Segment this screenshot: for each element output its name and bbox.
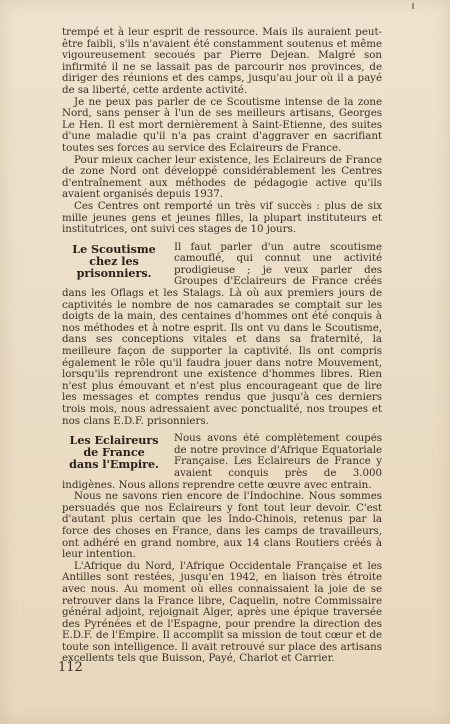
- paragraph: Il faut parler d'un autre scoutisme camouflé, qui connut une activité prodigieuse ; je veux parler des Groupes d'Eclaireurs de France créés dans les Oflags et les Stalags. Là où aux premiers jours de captivités le nombre de nos camarades se comptait sur les doigts de la main, des centaines d'hommes ont été conquis à nos méthodes et à notre esprit. Ils ont vu dans le Scoutisme, dans ses conceptions vitales et dans sa fraternité, la meilleure façon de supporter la captivité. Ils ont compris également le rôle qu'il faudra jouer dans notre Mouvement, lorsqu'ils reprendront une existence d'hommes libres. Rien n'est plus émouvant et n'est plus encourageant que de lire les messages et comptes rendus que jusqu'à ces derniers trois mois, nous adressaient avec ponctualité, nos troupes et nos clans E.D.F. prisonniers.: [62, 241, 382, 427]
- section-heading: [62, 434, 166, 470]
- heading-line: prisonniers.: [76, 265, 152, 280]
- section-prisoners: [62, 242, 382, 428]
- paragraph: L'Afrique du Nord, l'Afrique Occidentale Française et les Antilles sont restées, jusqu'en 1942, en liaison très étroite avec nous. Au moment où elles connaissaient la joie de se retrouver dans la France libre, Caquelin, notre Commissaire général adjoint, rejoignait Alger, après une épique traversée des Pyrénées et de l'Espagne, pour prendre la direction des E.D.F. de l'Empire. Il accomplit sa mission de tout cœur et de toute son intelligence. Il avait retrouvé sur place des artisans excellents tels que Buisson, Payé, Charlot et Carrier.: [62, 559, 382, 665]
- paragraph: Pour mieux cacher leur existence, les Eclaireurs de France de zone Nord ont développé considérablement les Centres d'entraînement aux méthodes de pédagogie active qu'ils avaient organisés depuis 1937.: [62, 153, 382, 201]
- section-empire: [62, 433, 382, 665]
- heading-line: chez les: [89, 253, 139, 268]
- page-mark: [412, 3, 414, 9]
- paragraph: Nous avons été complètement coupés de notre province d'Afrique Equatoriale Française. Les Eclaireurs de France y avaient conquis près de 3.000 indigènes. Nous allons reprendre cette œuvre avec entrain.: [62, 433, 382, 491]
- heading-line: Le Scoutisme: [72, 241, 156, 256]
- heading-line: de France: [83, 445, 145, 460]
- page-number: 112: [58, 660, 83, 675]
- page-text: [62, 27, 382, 665]
- paragraph: Nous ne savons rien encore de l'Indochine. Nous sommes persuadés que nos Eclaireurs y font tout leur devoir. C'est d'autant plus certain que les Indo-Chinois, retenus par la force des choses en France, dans les camps de travailleurs, ont adhéré en grand nombre, aux 14 clans Routiers créés à leur intention.: [62, 490, 382, 561]
- heading-line: Les Eclaireurs: [69, 433, 159, 448]
- paragraph: trempé et à leur esprit de ressource. Mais ils auraient peut-être faibli, s'ils n'avaient été constamment soutenus et même vigoureusement secoués par Pierre Dejean. Malgré son infirmité il ne se lassait pas de parcourir nos provinces, de diriger des réunions et des camps, jusqu'au jour où il a payé de sa liberté, cette ardente activité.: [62, 26, 382, 96]
- paragraph: Ces Centres ont remporté un très vif succès : plus de six mille jeunes gens et jeunes filles, la plupart instituteurs et institutrices, ont suivi ces stages de 10 jours.: [62, 199, 382, 236]
- heading-line: dans l'Empire.: [69, 457, 159, 472]
- paragraph: Je ne peux pas parler de ce Scoutisme intense de la zone Nord, sans penser à l'un de ses meilleurs artisans, Georges Le Hen. Il est mort dernièrement à Saint-Etienne, des suites d'une maladie qu'il n'a pas craint d'aggraver en sacrifiant toutes ses forces au service des Eclaireurs de France.: [62, 95, 382, 154]
- section-heading: [62, 243, 166, 279]
